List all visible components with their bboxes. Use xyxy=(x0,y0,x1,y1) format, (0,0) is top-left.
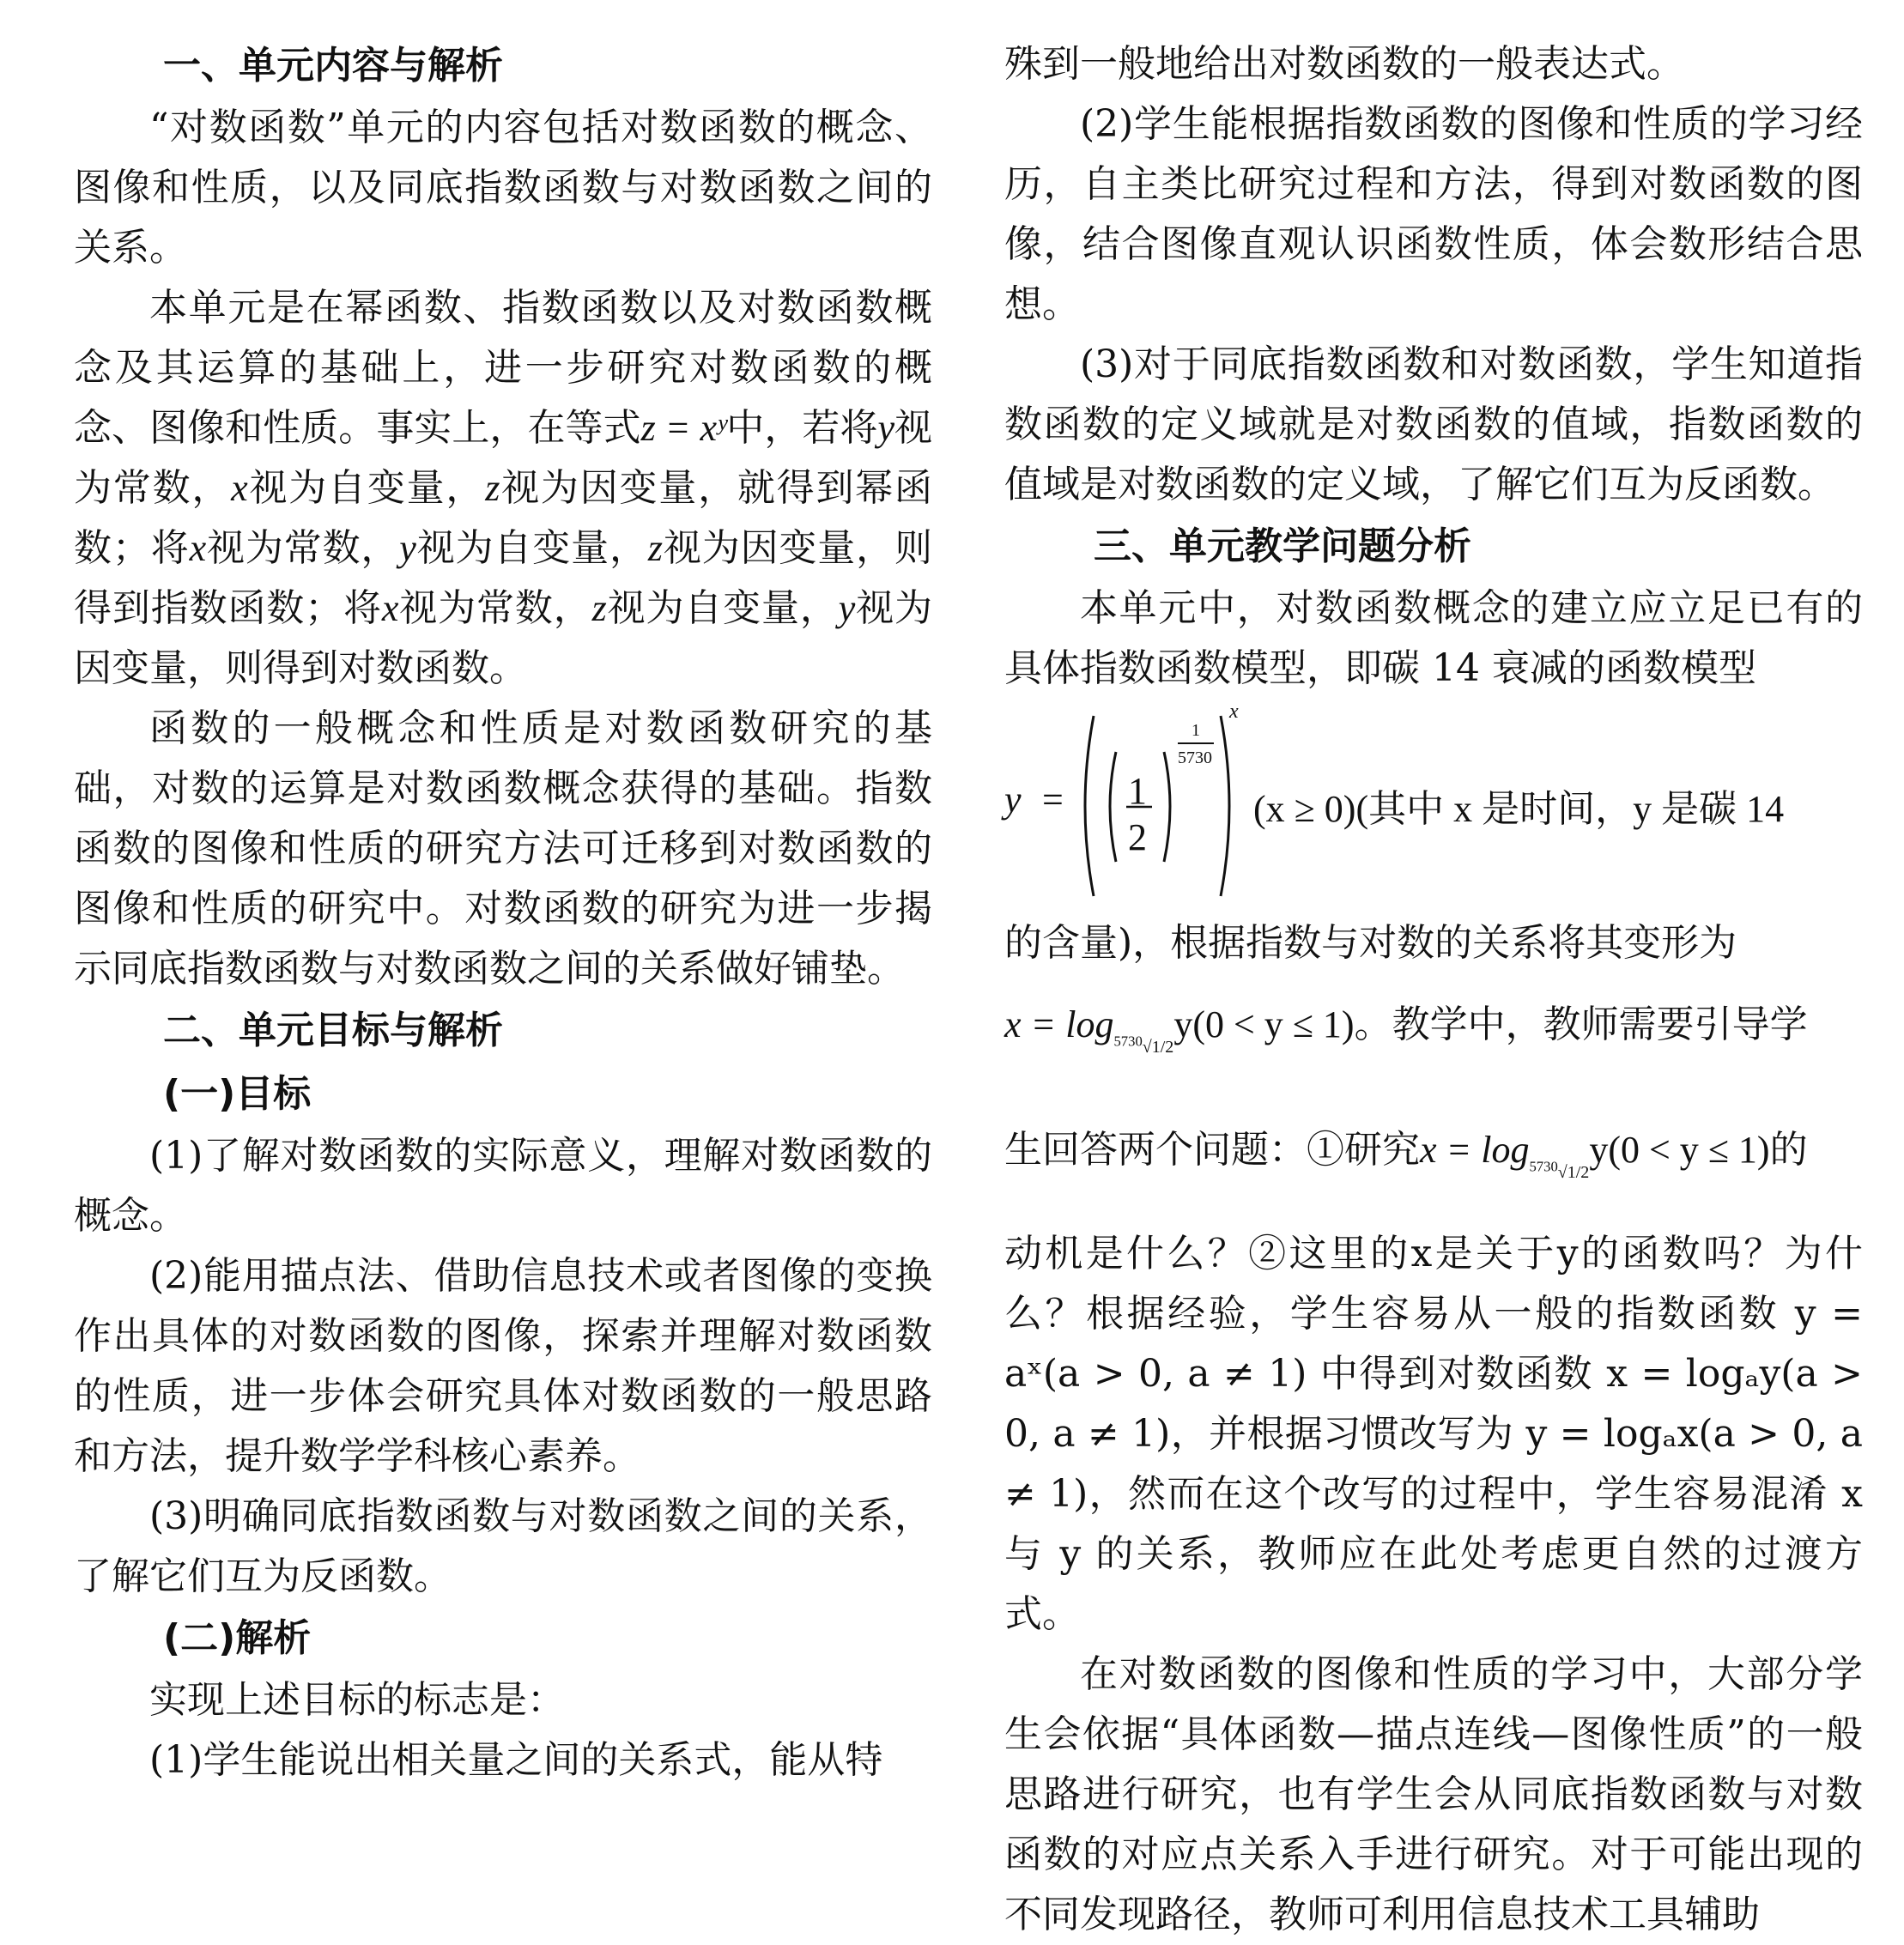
paragraph-function-basis: 函数的一般概念和性质是对数函数研究的基础，对数的运算是对数函数概念获得的基础。指数函数的图像和性质的研究方法可迁移到对数函数的图像和性质的研究中。对数函数的研究为进一步揭示同底指数函数与对数函数之间的关系做好铺垫。 xyxy=(74,706,932,991)
analysis-intro: 实现上述目标的标志是： xyxy=(149,1678,565,1722)
goal-3: (3)明确同底指数函数与对数函数之间的关系，了解它们互为反函数。 xyxy=(74,1494,932,1598)
log-formula-line-2: 生回答两个问题：①研究$x = \log_{^{5730}√1/2}y(0 < y \le 1)$的 xyxy=(1004,1128,1808,1182)
analysis-2: (2)学生能根据指数函数的图像和性质的学习经历，自主类比研究过程和方法，得到对数函数的图像，结合图像直观认识函数性质，体会数形结合思想。 xyxy=(1004,102,1863,326)
formula-half-numerator: 1 xyxy=(1128,770,1147,812)
formula-exponent-denominator: 5730 xyxy=(1178,748,1212,767)
goal-2: (2)能用描点法、借助信息技术或者图像的变换作出具体的对数函数的图像，探索并理解对数函数的性质，进一步体会研究具体对数函数的一般思路和方法，提升数学学科核心素养。 xyxy=(74,1254,932,1478)
subheading-goals: (一)目标 xyxy=(163,1072,312,1116)
problem-paragraph-2: 在对数函数的图像和性质的学习中，大部分学生会依据“具体函数—描点连线—图像性质”的一般思路进行研究，也有学生会从同底指数函数与对数函数的对应点关系入手进行研究。对于可能出现的不同发现路径，教师可利用信息技术工具辅助 xyxy=(1004,1652,1863,1936)
analysis-1-start: (1)学生能说出相关量之间的关系式，能从特 xyxy=(149,1738,883,1782)
section-heading-2: 二、单元目标与解析 xyxy=(163,1009,503,1052)
formula-outer-exponent: x xyxy=(1229,700,1239,723)
formula-half-denominator: 2 xyxy=(1128,816,1147,858)
problem-paragraph-1d: 动机是什么？②这里的x是关于y的函数吗？为什么？根据经验，学生容易从一般的指数函数 y = aˣ(a > 0, a ≠ 1) 中得到对数函数 x = logₐy(a > 0, a ≠ 1)，并根据习惯改写为 y = logₐx(a > 0, a ≠ 1)，然而在这个改写的过程中，学生容易混淆 x 与 y 的关系，教师应在此处考虑更自然的过渡方式。 xyxy=(1004,1232,1863,1636)
section-heading-3: 三、单元教学问题分析 xyxy=(1094,524,1471,568)
formula-equals: = xyxy=(1042,779,1064,821)
formula-y: y xyxy=(1004,779,1022,821)
log-formula-line-1: $x = \log_{^{5730}√1/2}y(0 < y \le 1)$。教学中，教师需要引导学 xyxy=(1004,1003,1808,1057)
goal-1: (1)了解对数函数的实际意义，理解对数函数的概念。 xyxy=(74,1134,932,1238)
left-column xyxy=(74,34,932,1790)
section-heading-1: 一、单元内容与解析 xyxy=(163,44,503,88)
subheading-analysis: (二)解析 xyxy=(163,1616,312,1660)
right-column xyxy=(1004,34,1863,1945)
formula-exponent-numerator: 1 xyxy=(1192,721,1200,740)
problem-paragraph-1b: 的含量)，根据指数与对数的关系将其变形为 xyxy=(1004,921,1737,965)
formula-condition: (x ≥ 0)(其中 x 是时间，y 是碳 14 xyxy=(1253,788,1785,830)
paragraph-unit-content: “对数函数”单元的内容包括对数函数的概念、图像和性质，以及同底指数函数与对数函数之间的关系。 xyxy=(74,106,932,270)
carbon14-decay-formula xyxy=(1004,699,1863,913)
analysis-1-continued: 殊到一般地给出对数函数的一般表达式。 xyxy=(1004,42,1684,86)
formula-graphic xyxy=(1075,699,1238,913)
analysis-3: (3)对于同底指数函数和对数函数，学生知道指数函数的定义域就是对数函数的值域，指数函数的值域是对数函数的定义域，了解它们互为反函数。 xyxy=(1004,342,1863,506)
problem-paragraph-1a: 本单元中，对数函数概念的建立应立足已有的具体指数函数模型，即碳 14 衰减的函数模型 xyxy=(1004,586,1863,690)
paragraph-unit-position: 本单元是在幂函数、指数函数以及对数函数概念及其运算的基础上，进一步研究对数函数的概念、图像和性质。事实上，在等式z = xʸ中，若将y视为常数，x视为自变量，z视为因变量，就得到幂函数；将x视为常数，y视为自变量，z视为因变量，则得到指数函数；将x视为常数，z视为自变量，y视为因变量，则得到对数函数。 xyxy=(74,286,933,690)
